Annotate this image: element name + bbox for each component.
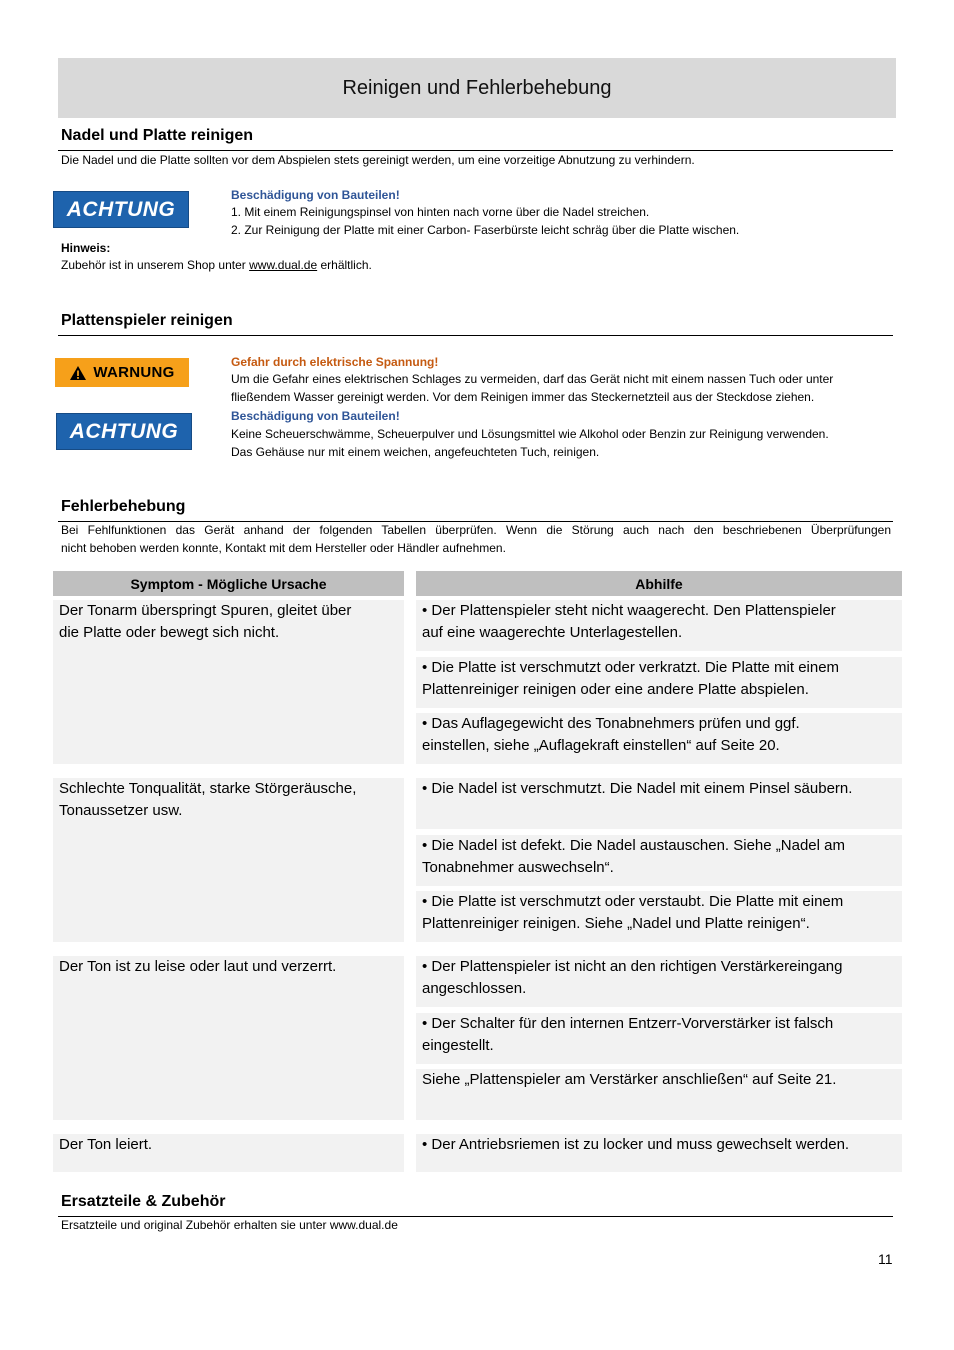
remedy-text: Plattenreiniger reinigen. Siehe „Nadel und Platte reinigen“. (422, 915, 810, 932)
section-heading-player-cleaning: Plattenspieler reinigen (61, 312, 233, 329)
warning-title: Gefahr durch elektrische Spannung! (231, 355, 439, 369)
section-heading-troubleshooting: Fehlerbehebung (61, 498, 186, 515)
divider (58, 335, 893, 336)
remedy-cell (416, 1013, 902, 1064)
symptom-cell (53, 956, 404, 1120)
warning-triangle-icon (69, 365, 87, 381)
warnung-badge-label: WARNUNG (93, 364, 175, 381)
remedy-cell (416, 956, 902, 1007)
remedy-text: • Die Platte ist verschmutzt oder verstaubt. Die Platte mit einem (422, 893, 844, 910)
remedy-cell (416, 891, 902, 942)
warnung-badge (55, 358, 189, 387)
remedy-text: • Die Nadel ist verschmutzt. Die Nadel mit einem Pinsel säubern. (422, 780, 853, 797)
remedy-text: • Der Antriebsriemen ist zu locker und muss gewechselt werden. (422, 1136, 850, 1153)
remedy-text: eingestellt. (422, 1037, 494, 1054)
section-intro: Die Nadel und die Platte sollten vor dem Abspielen stets gereinigt werden, um eine vorzeitige Abnutzung zu verhindern. (61, 153, 695, 167)
remedy-text: • Der Plattenspieler ist nicht an den richtigen Verstärkereingang (422, 958, 843, 975)
remedy-cell (416, 1134, 902, 1172)
achtung-badge-label: ACHTUNG (66, 197, 176, 221)
shop-link[interactable]: www.dual.de (249, 258, 318, 272)
caution-text: Keine Scheuerschwämme, Scheuerpulver und Lösungsmittel wie Alkohol oder Benzin zur Reinigung verwenden. (231, 427, 829, 441)
remedy-cell (416, 600, 902, 651)
remedy-cell (416, 835, 902, 886)
hint-text (61, 256, 372, 274)
hint-text-post: erhältlich. (317, 258, 372, 272)
symptom-text: Tonaussetzer usw. (59, 802, 183, 819)
hint-label: Hinweis: (61, 241, 111, 255)
remedy-text: • Das Auflagegewicht des Tonabnehmers prüfen und ggf. (422, 715, 800, 732)
page-number: 11 (878, 1251, 893, 1267)
section-heading-needle-record: Nadel und Platte reinigen (61, 127, 254, 144)
remedy-text: Siehe „Plattenspieler am Verstärker anschließen“ auf Seite 21. (422, 1071, 837, 1088)
spare-parts-text: Ersatzteile und original Zubehör erhalten sie unter www.dual.de (61, 1218, 398, 1232)
page-title: Reinigen und Fehlerbehebung (342, 76, 612, 99)
page-title-banner (58, 58, 896, 118)
remedy-cell (416, 1069, 902, 1120)
remedy-text: angeschlossen. (422, 980, 527, 997)
remedy-cell (416, 657, 902, 708)
remedy-text: einstellen, siehe „Auflagekraft einstellen“ auf Seite 20. (422, 737, 780, 754)
troubleshooting-intro: Bei Fehlfunktionen das Gerät anhand der folgenden Tabellen überprüfen. Wenn die Störung auch nach den beschriebenen Überprüfungen (61, 523, 891, 537)
symptom-cell (53, 600, 404, 764)
remedy-cell (416, 713, 902, 764)
table-header-symptom: Symptom - Mögliche Ursache (53, 571, 404, 596)
remedy-text: Plattenreiniger reinigen oder eine andere Platte abspielen. (422, 681, 809, 698)
symptom-cell (53, 1134, 404, 1172)
remedy-cell (416, 778, 902, 829)
caution-text: Das Gehäuse nur mit einem weichen, angefeuchteten Tuch, reinigen. (231, 445, 600, 459)
symptom-text: Der Ton ist zu leise oder laut und verzerrt. (59, 958, 337, 975)
achtung-badge (53, 191, 189, 228)
notice-title: Beschädigung von Bauteilen! (231, 188, 400, 202)
symptom-text: Schlechte Tonqualität, starke Störgeräusche, (59, 780, 357, 797)
symptom-cell (53, 778, 404, 942)
achtung-badge (56, 413, 192, 450)
remedy-text: • Die Nadel ist defekt. Die Nadel austauschen. Siehe „Nadel am (422, 837, 845, 854)
section-heading-spare-parts: Ersatzteile & Zubehör (61, 1193, 226, 1210)
warning-text: Um die Gefahr eines elektrischen Schlages zu vermeiden, darf das Gerät nicht mit einem nassen Tuch oder unter (231, 372, 834, 386)
remedy-text: • Der Plattenspieler steht nicht waagerecht. Den Plattenspieler (422, 602, 836, 619)
cleaning-step: 2. Zur Reinigung der Platte mit einer Carbon- Faserbürste leicht schräg über die Platte wischen. (231, 223, 740, 237)
cleaning-step: 1. Mit einem Reinigungspinsel von hinten nach vorne über die Nadel streichen. (231, 205, 650, 219)
symptom-text: die Platte oder bewegt sich nicht. (59, 624, 280, 641)
achtung-badge-label: ACHTUNG (69, 419, 179, 443)
hint-text-pre: Zubehör ist in unserem Shop unter (61, 258, 250, 272)
troubleshooting-intro: nicht behoben werden konnte, Kontakt mit dem Hersteller oder Händler aufnehmen. (61, 541, 506, 555)
caution-title: Beschädigung von Bauteilen! (231, 409, 400, 423)
remedy-text: auf eine waagerechte Unterlagestellen. (422, 624, 683, 641)
symptom-text: Der Tonarm überspringt Spuren, gleitet über (59, 602, 352, 619)
symptom-text: Der Ton leiert. (59, 1136, 153, 1153)
remedy-text: • Die Platte ist verschmutzt oder verkratzt. Die Platte mit einem (422, 659, 840, 676)
table-header-remedy: Abhilfe (416, 571, 902, 596)
remedy-text: Tonabnehmer auswechseln“. (422, 859, 614, 876)
warning-text: fließendem Wasser gereinigt werden. Vor dem Reinigen immer das Steckernetzteil aus der Steckdose ziehen. (231, 390, 815, 404)
remedy-text: • Der Schalter für den internen Entzerr-Vorverstärker ist falsch (422, 1015, 834, 1032)
